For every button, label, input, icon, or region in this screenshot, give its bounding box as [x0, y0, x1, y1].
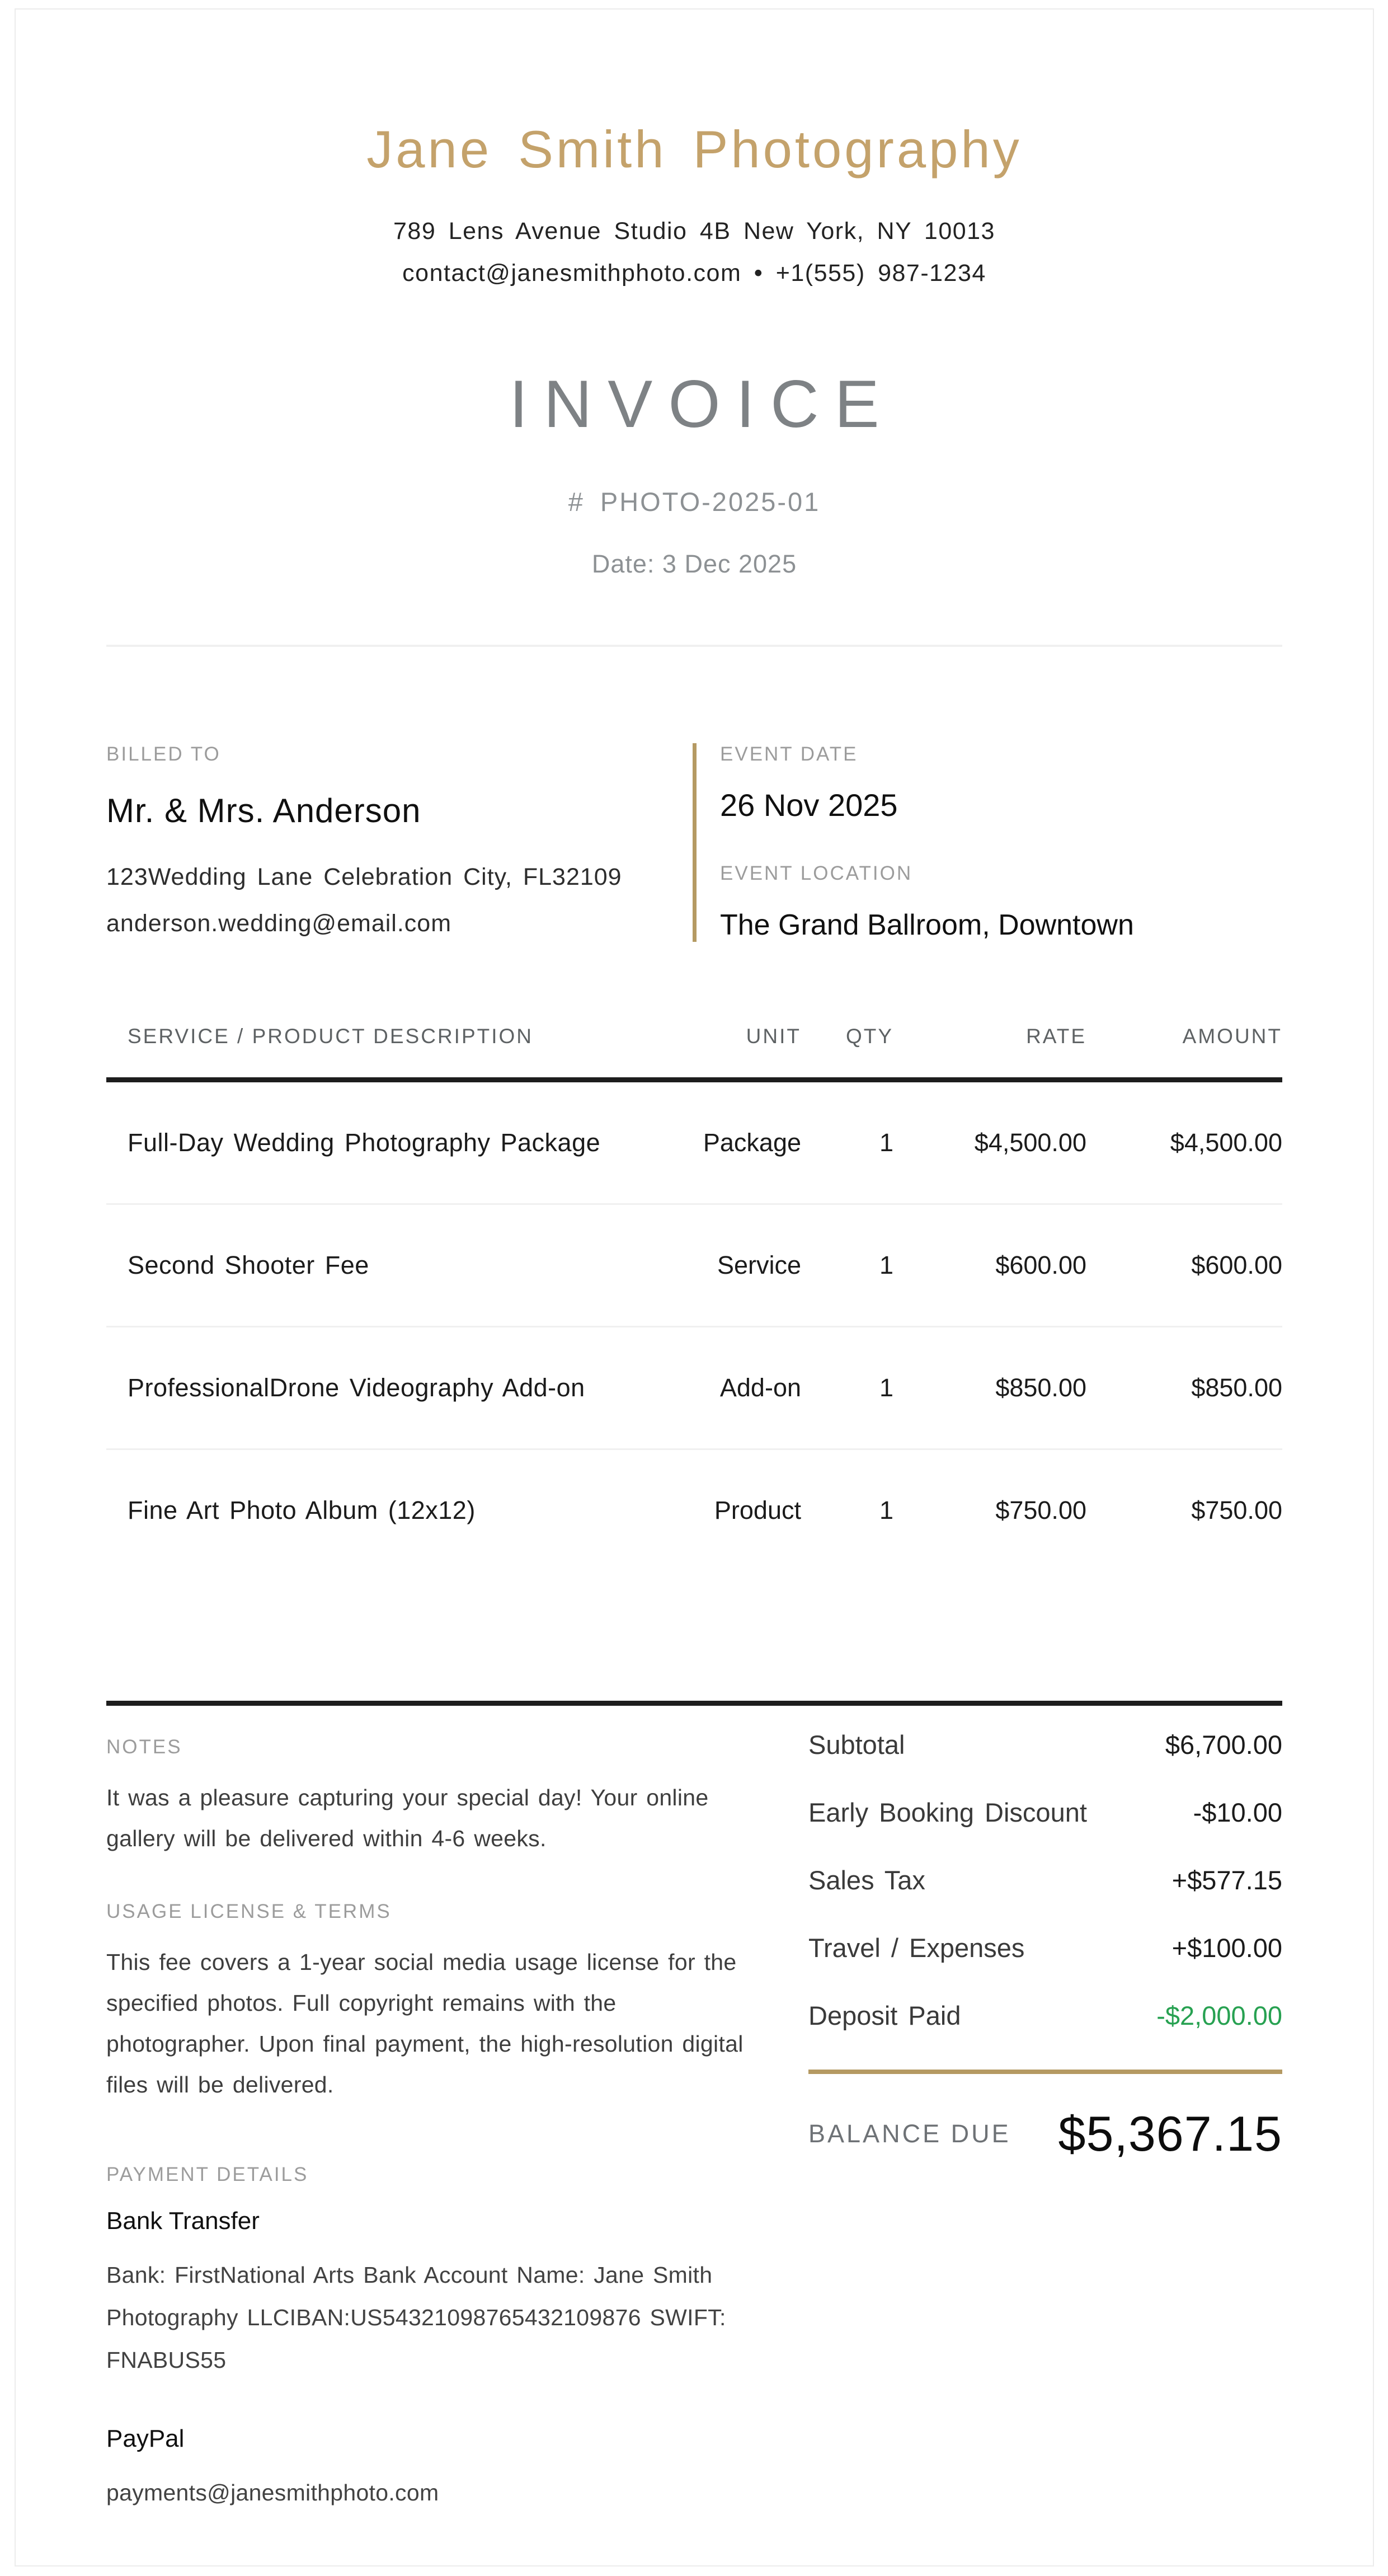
notes-text: It was a pleasure capturing your special day! Your online gallery will be delivered within 4-6 weeks.: [106, 1785, 709, 1851]
notes-label: NOTES: [106, 1736, 182, 1758]
item-description: Fine Art Photo Album (12x12): [128, 1496, 476, 1524]
totals-value: $6,700.00: [1165, 1730, 1282, 1759]
header-divider: [106, 645, 1282, 647]
column-header-amount: AMOUNT: [1086, 1025, 1282, 1080]
items-table: [106, 1025, 1282, 1571]
totals-label: Sales Tax: [808, 1865, 925, 1895]
item-amount: $4,500.00: [1086, 1080, 1282, 1204]
column-header-unit: UNIT: [622, 1025, 801, 1080]
event-block: [693, 743, 1282, 942]
payment-method-paypal-title: PayPal: [106, 2425, 185, 2453]
items-table-header-row: [106, 1025, 1282, 1080]
payment-details-label: PAYMENT DETAILS: [106, 2163, 309, 2185]
business-address: 789 Lens Avenue Studio 4B New York, NY 10013: [393, 218, 995, 245]
item-qty: 1: [801, 1327, 893, 1449]
table-row: [106, 1327, 1282, 1449]
client-name: Mr. & Mrs. Anderson: [106, 792, 421, 829]
balance-divider: [808, 2070, 1282, 2074]
totals-label: Subtotal: [808, 1730, 905, 1759]
table-row: [106, 1449, 1282, 1571]
item-rate: $600.00: [893, 1204, 1086, 1327]
client-email: anderson.wedding@email.com: [106, 910, 452, 937]
totals-value: +$577.15: [1171, 1865, 1282, 1895]
balance-due-label: BALANCE DUE: [808, 2119, 1011, 2148]
item-rate: $750.00: [995, 1496, 1086, 1524]
item-amount: $750.00: [1191, 1496, 1282, 1524]
invoice-page: [15, 8, 1374, 2566]
column-header-qty: QTY: [801, 1025, 893, 1080]
event-date-value: 26 Nov 2025: [720, 787, 898, 823]
totals-row-discount: [808, 1779, 1282, 1846]
table-row: [106, 1204, 1282, 1327]
item-unit: Add-on: [622, 1327, 801, 1449]
business-contact: contact@janesmithphoto.com • +1(555) 987-1234: [402, 260, 986, 287]
terms-text: This fee covers a 1-year social media usage license for the specified photos. Full copyright remains with the photographer. Upon final payment, the high-resolution digital files will be delivered.: [106, 1949, 744, 2098]
event-location-value: The Grand Ballroom, Downtown: [720, 909, 1134, 941]
item-description: Second Shooter Fee: [106, 1204, 622, 1327]
balance-due-row: [808, 2074, 1282, 2162]
summary-section: [106, 1701, 1282, 2514]
business-name: Jane Smith Photography: [366, 120, 1022, 179]
payment-method-bank-title: Bank Transfer: [106, 2207, 260, 2235]
item-qty: 1: [801, 1204, 893, 1327]
item-description: Full-Day Wedding Photography Package: [106, 1080, 622, 1204]
totals-column: [808, 1706, 1282, 2514]
item-unit: Product: [714, 1496, 801, 1524]
item-rate: $4,500.00: [893, 1080, 1086, 1204]
terms-label: USAGE LICENSE & TERMS: [106, 1900, 392, 1922]
totals-row-subtotal: [808, 1706, 1282, 1779]
item-qty: 1: [801, 1080, 893, 1204]
parties-section: [106, 743, 1282, 942]
client-address: 123Wedding Lane Celebration City, FL32109: [106, 864, 622, 890]
table-row: [106, 1080, 1282, 1204]
invoice-title: INVOICE: [509, 367, 895, 442]
payment-method-bank-detail: Bank: FirstNational Arts Bank Account Name: Jane Smith Photography LLCIBAN:US54321098765432109876 SWIFT: FNABUS55: [106, 2261, 726, 2373]
item-amount: $850.00: [1086, 1327, 1282, 1449]
totals-row-deposit: [808, 1982, 1282, 2049]
item-qty: 1: [879, 1496, 893, 1524]
totals-label: Travel / Expenses: [808, 1933, 1025, 1963]
totals-value: +$100.00: [1171, 1933, 1282, 1963]
totals-label: Deposit Paid: [808, 2001, 961, 2030]
deposit-paid-value: -$2,000.00: [1156, 2001, 1282, 2030]
item-unit: Package: [622, 1080, 801, 1204]
invoice-number: # PHOTO-2025-01: [568, 487, 821, 517]
event-date-label: EVENT DATE: [720, 743, 858, 765]
column-header-rate: RATE: [893, 1025, 1086, 1080]
totals-label: Early Booking Discount: [808, 1798, 1087, 1827]
event-location-label: EVENT LOCATION: [720, 862, 913, 884]
totals-row-sales-tax: [808, 1846, 1282, 1914]
totals-row-travel: [808, 1914, 1282, 1982]
item-amount: $600.00: [1086, 1204, 1282, 1327]
notes-column: [106, 1706, 808, 2514]
billed-to-label: BILLED TO: [106, 743, 221, 765]
invoice-date: Date: 3 Dec 2025: [591, 550, 797, 578]
item-description: ProfessionalDrone Videography Add-on: [106, 1327, 622, 1449]
item-rate: $850.00: [893, 1327, 1086, 1449]
totals-value: -$10.00: [1193, 1798, 1282, 1827]
billed-to-block: [106, 743, 693, 942]
payment-method-paypal-detail: payments@janesmithphoto.com: [106, 2480, 439, 2506]
column-header-description: SERVICE / PRODUCT DESCRIPTION: [106, 1025, 622, 1080]
item-unit: Service: [622, 1204, 801, 1327]
balance-due-value: $5,367.15: [1058, 2106, 1282, 2161]
